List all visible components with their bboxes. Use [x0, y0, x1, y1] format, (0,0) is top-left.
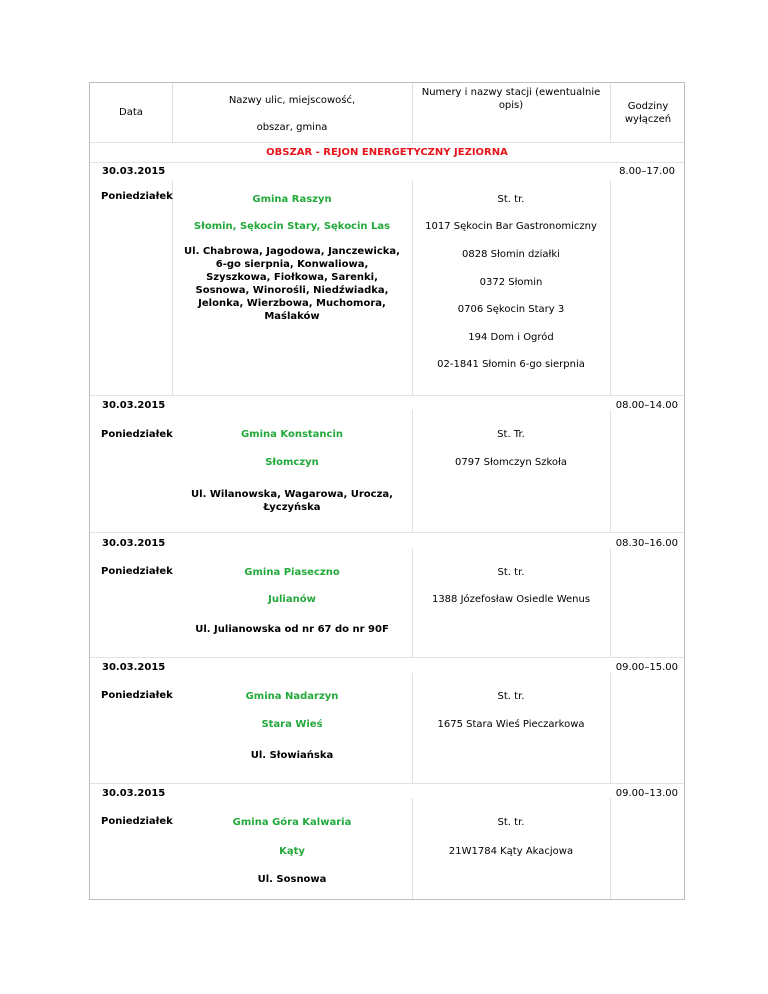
col-divider	[412, 673, 413, 783]
entry-streets: Ul. Wilanowska, Wagarowa, Urocza, Łyczyńska	[191, 489, 393, 513]
header-date: Data	[119, 107, 143, 118]
entry-streets: Ul. Sosnowa	[257, 874, 327, 885]
station-item: 0706 Sękocin Stary 3	[457, 304, 565, 315]
entry-day: Poniedziałek	[101, 429, 173, 440]
entry-gmina: Gmina Piaseczno	[244, 567, 340, 578]
col-divider	[610, 83, 611, 143]
entry-hours: 09.00–13.00	[615, 788, 678, 799]
row-divider	[90, 395, 684, 396]
entry-day: Poniedziałek	[101, 191, 173, 202]
row-divider	[90, 783, 684, 784]
station-header: St. tr.	[497, 817, 525, 828]
entry-streets: Ul. Julianowska od nr 67 do nr 90F	[195, 624, 389, 635]
station-item: 0797 Słomczyn Szkoła	[455, 457, 567, 468]
entry-gmina: Gmina Raszyn	[252, 194, 332, 205]
col-divider	[412, 548, 413, 657]
col-divider	[610, 673, 611, 783]
entry-localities: Kąty	[279, 846, 305, 857]
region-divider	[90, 162, 684, 163]
entry-date: 30.03.2015	[102, 166, 166, 177]
entry-gmina: Gmina Konstancin	[240, 429, 344, 440]
col-divider	[610, 180, 611, 395]
col-divider	[412, 798, 413, 899]
col-divider	[412, 180, 413, 395]
entry-date: 30.03.2015	[102, 538, 166, 549]
station-header: St. tr.	[497, 691, 525, 702]
entry-localities: Słomczyn	[265, 457, 319, 468]
station-item: 1675 Stara Wieś Pieczarkowa	[437, 719, 585, 730]
entry-localities: Słomin, Sękocin Stary, Sękocin Las	[193, 221, 391, 232]
entry-day: Poniedziałek	[101, 566, 173, 577]
entry-gmina: Gmina Góra Kalwaria	[232, 817, 352, 828]
entry-day: Poniedziałek	[101, 690, 173, 701]
entry-day: Poniedziałek	[101, 816, 173, 827]
col-divider	[610, 548, 611, 657]
row-divider	[90, 532, 684, 533]
entry-date: 30.03.2015	[102, 400, 166, 411]
station-header: St. Tr.	[497, 429, 525, 440]
row-divider	[90, 657, 684, 658]
header-streets-line2: obszar, gmina	[256, 122, 328, 133]
station-item: 194 Dom i Ogród	[468, 332, 554, 343]
station-item: 1017 Sękocin Bar Gastronomiczny	[425, 221, 597, 232]
entry-hours: 08.00–14.00	[615, 400, 678, 411]
col-divider	[172, 180, 173, 395]
entry-hours: 08.30–16.00	[615, 538, 678, 549]
entry-hours: 8.00–17.00	[619, 166, 675, 177]
col-divider	[172, 83, 173, 143]
header-hours: Godziny wyłączeń	[624, 101, 672, 125]
entry-gmina: Gmina Nadarzyn	[245, 691, 339, 702]
station-item: 0372 Słomin	[479, 277, 543, 288]
station-item: 0828 Słomin działki	[462, 249, 560, 260]
header-divider	[90, 142, 684, 143]
header-streets-line1: Nazwy ulic, miejscowość,	[228, 95, 356, 106]
col-divider	[412, 83, 413, 143]
entry-localities: Stara Wieś	[261, 719, 323, 730]
station-item: 1388 Józefosław Osiedle Wenus	[431, 594, 591, 605]
col-divider	[610, 410, 611, 532]
station-item: 21W1784 Kąty Akacjowa	[448, 846, 574, 857]
entry-hours: 09.00–15.00	[615, 662, 678, 673]
entry-streets: Ul. Słowiańska	[250, 750, 334, 761]
entry-streets: Ul. Chabrowa, Jagodowa, Janczewicka, 6-go sierpnia, Konwaliowa, Szyszkowa, Fiołkowa, Sarenki, Sosnowa, Winorośli, Niedźwiadka, Jelonka, Wierzbowa, Muchomora, Maślaków	[184, 246, 400, 322]
station-header: St. tr.	[497, 567, 525, 578]
station-item: 02-1841 Słomin 6-go sierpnia	[437, 359, 585, 370]
col-divider	[412, 410, 413, 532]
entry-date: 30.03.2015	[102, 788, 166, 799]
station-header: St. tr.	[497, 194, 525, 205]
entry-date: 30.03.2015	[102, 662, 166, 673]
header-stations: Numery i nazwy stacji (ewentualnie opis)	[421, 87, 601, 111]
col-divider	[610, 798, 611, 899]
region-title: OBSZAR - REJON ENERGETYCZNY JEZIORNA	[266, 147, 508, 158]
entry-localities: Julianów	[268, 594, 316, 605]
